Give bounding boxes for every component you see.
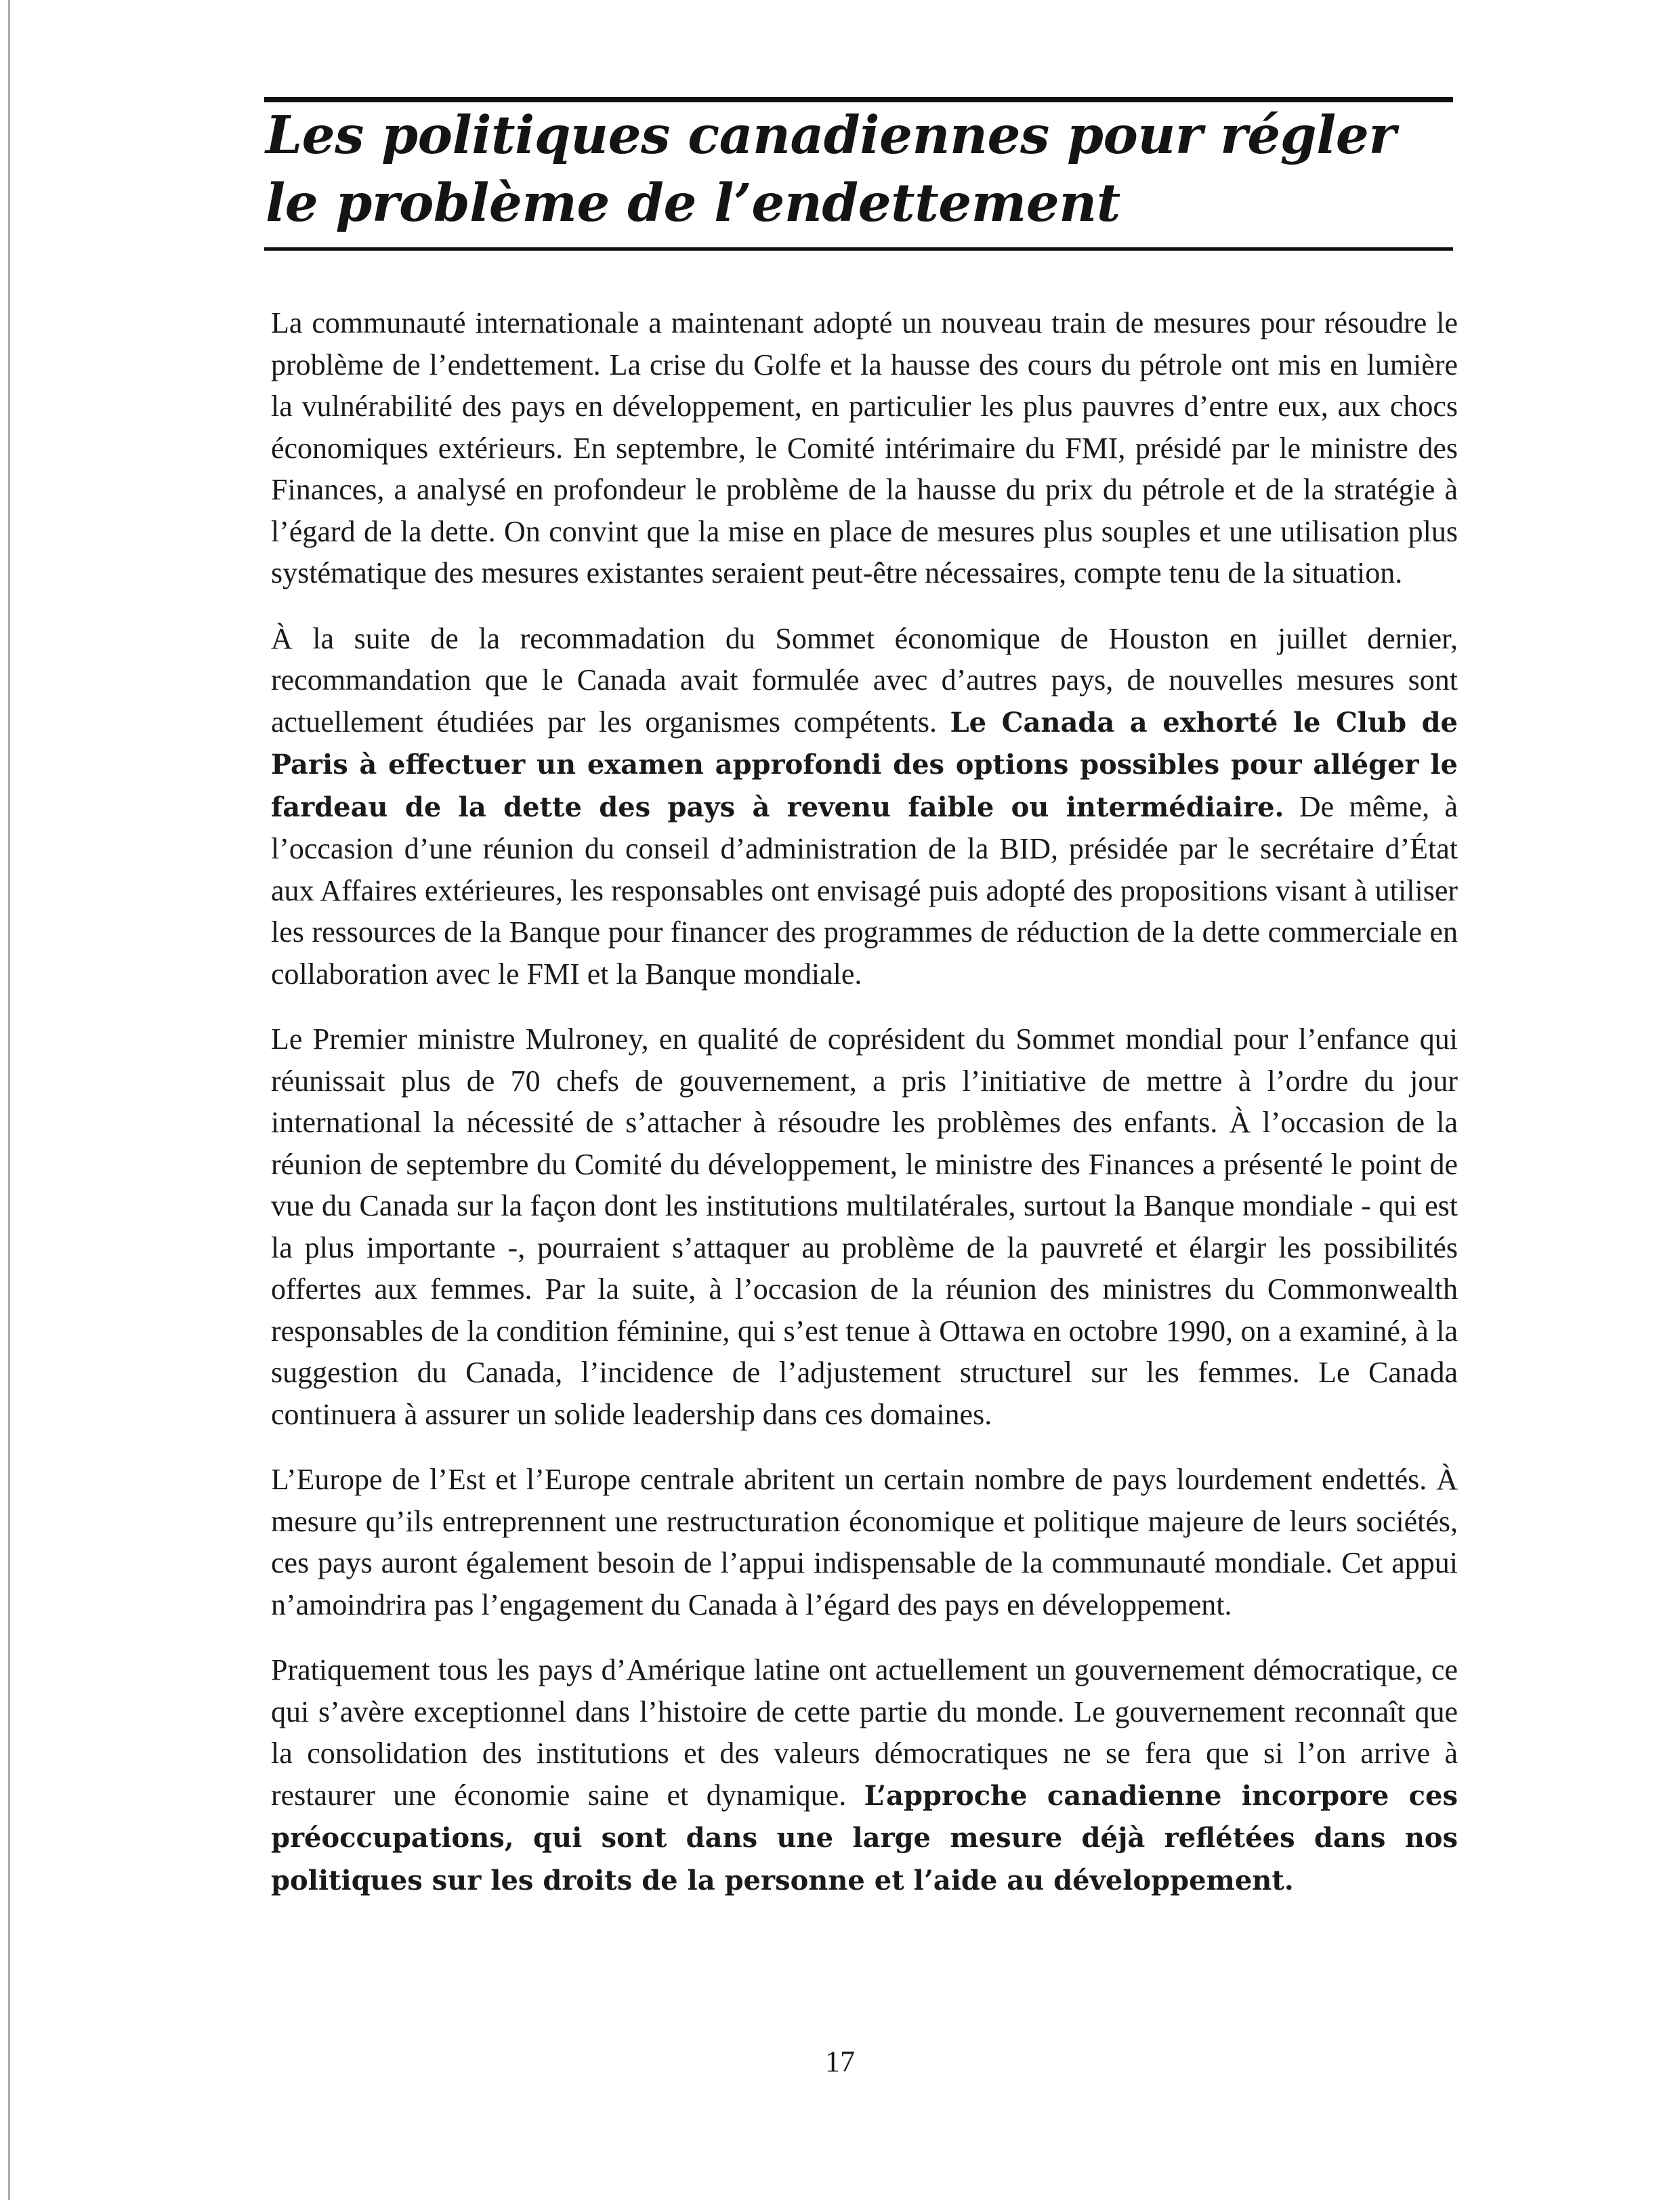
paragraph-children-summit: Le Premier ministre Mulroney, en qualité de coprésident du Sommet mondial pour l’enfance qui réunissait plus de 70 chefs de gouvernement, a pris l’initiative de mettre à l’ordre du jour international la nécessité de s’attacher à résoudre les problèmes des enfants. À l’occasion de la réunion de septembre du Comité du développement, le ministre des Finances a présenté le point de vue du Canada sur la façon dont les institutions multilatérales, surtout la Banque mondiale - qui est la plus importante -, pourraient s’attaquer au problème de la pauvreté et élargir les possibilités offertes aux femmes. Par la suite, à l’occasion de la réunion des ministres du Commonwealth responsables de la condition féminine, qui s’est tenue à Ottawa en octobre 1990, on a examiné, à la suggestion du Canada, l’incidence de l’adjustement structurel sur les femmes. Le Canada continuera à assurer un solide leadership dans ces domaines. bbox=[271, 1022, 1458, 1431]
title-bottom-rule bbox=[264, 247, 1453, 251]
paragraph-houston-summit bbox=[271, 618, 1458, 995]
body-text bbox=[271, 302, 1458, 1925]
paragraph-emphasis: Le Canada a exhorté le Club de Paris à effectuer un examen approfondi des options possibles pour alléger le fardeau de la dette des pays à revenu faible ou intermédiaire. bbox=[271, 706, 1458, 823]
paragraph-text: Pratiquement tous les pays d’Amérique latine ont actuellement un gouvernement démocratique, ce qui s’avère exceptionnel dans l’histoire de cette partie du monde. Le gouvernement reconnaît que la consolidation des institutions et des valeurs démocratiques ne se fera que si l’on arrive à restaurer une économie saine et dynamique. bbox=[271, 1653, 1458, 1812]
paragraph-text: De même, à l’occasion d’une réunion du conseil d’administration de la BID, présidée par le secrétaire d’État aux Affaires extérieures, les responsables ont envisagé puis adopté des propositions visant à utiliser les ressources de la Banque pour financer des programmes de réduction de la dette commerciale en collaboration avec le FMI et la Banque mondiale. bbox=[271, 789, 1458, 991]
paragraph-emphasis: L’approche canadienne incorpore ces préoccupations, qui sont dans une large mesure déjà reflétées dans nos politiques sur les droits de la personne et l’aide au développement. bbox=[271, 1779, 1458, 1896]
paragraph-eastern-europe: L’Europe de l’Est et l’Europe centrale abritent un certain nombre de pays lourdement endettés. À mesure qu’ils entreprennent une restructuration économique et politique majeure de leurs sociétés, ces pays auront également besoin de l’appui indispensable de la communauté mondiale. Cet appui n’amoindrira pas l’engagement du Canada à l’égard des pays en développement. bbox=[271, 1463, 1458, 1621]
scan-edge-line bbox=[8, 0, 10, 2200]
paragraph-text: À la suite de la recommadation du Sommet économique de Houston en juillet dernier, recommandation que le Canada avait formulée avec d’autres pays, de nouvelles mesures sont actuellement étudiées par les organismes compétents. bbox=[271, 621, 1458, 739]
paragraph-debt-measures: La communauté internationale a maintenant adopté un nouveau train de mesures pour résoudre le problème de l’endettement. La crise du Golfe et la hausse des cours du pétrole ont mis en lumière la vulnérabilité des pays en développement, en particulier les plus pauvres d’entre eux, aux chocs économiques extérieurs. En septembre, le Comité intérimaire du FMI, présidé par le ministre des Finances, a analysé en profondeur le problème de la hausse du prix du pétrole et de la stratégie à l’égard de la dette. On convint que la mise en place de mesures plus souples et une utilisation plus systématique des mesures existantes seraient peut-être nécessaires, compte tenu de la situation. bbox=[271, 306, 1458, 589]
page-title: Les politiques canadiennes pour régler le problème de l’endettement bbox=[266, 105, 1396, 234]
paragraph-latin-america bbox=[271, 1649, 1458, 1901]
page-number: 17 bbox=[825, 2045, 855, 2078]
